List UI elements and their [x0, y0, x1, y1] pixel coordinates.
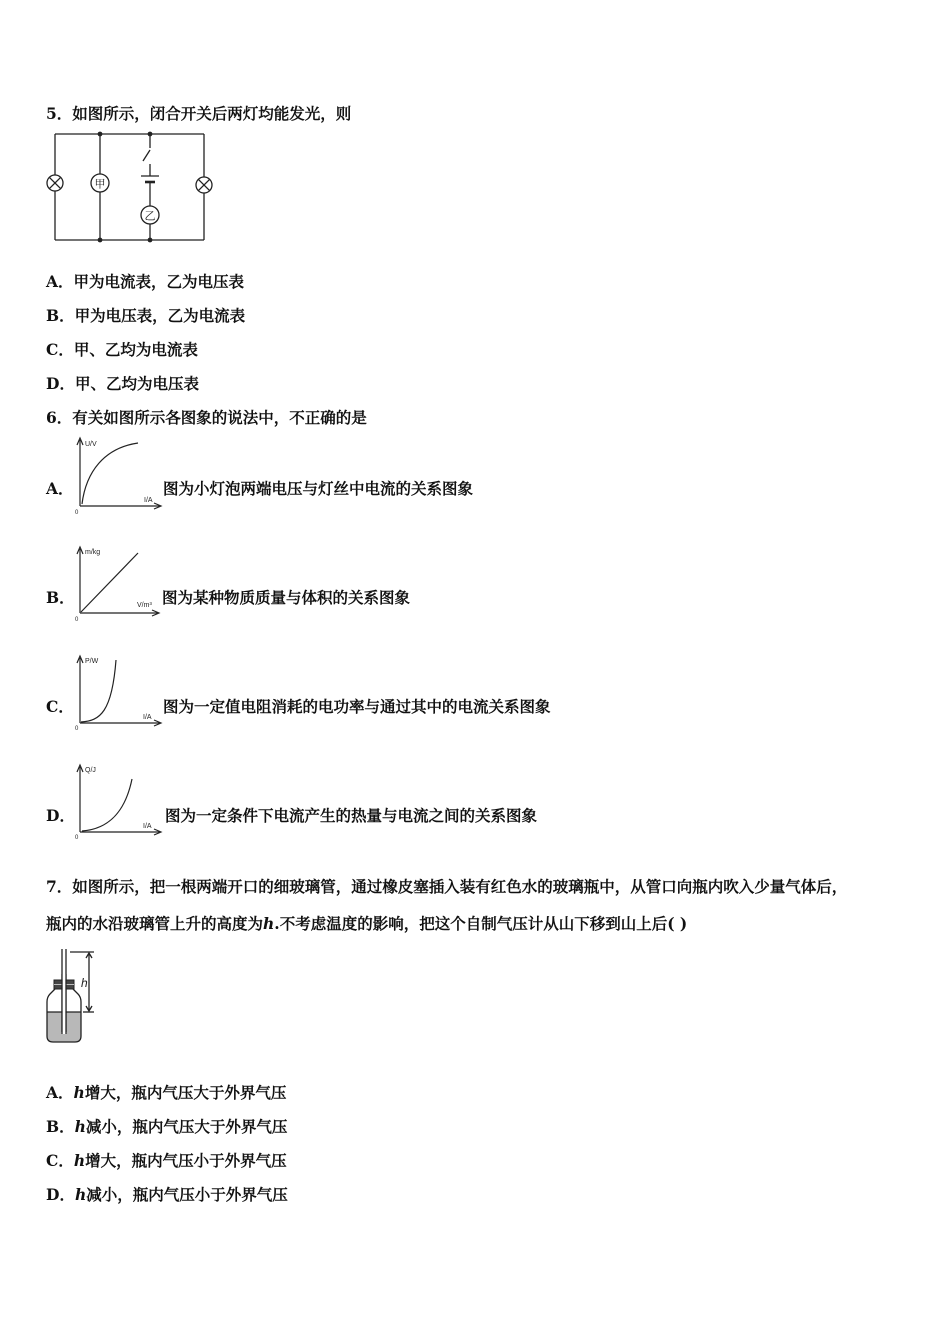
y-axis-label: Q/J: [85, 767, 96, 774]
q6-stem: 6．有关如图所示各图象的说法中，不正确的是: [46, 408, 367, 427]
option-text: 甲、乙均为电流表: [73, 340, 198, 359]
option-text: 增大，瓶内气压大于外界气压: [84, 1083, 287, 1102]
q5-option-b[interactable]: [46, 304, 245, 326]
option-variable: h: [74, 1185, 87, 1204]
q6-option-d-letter[interactable]: D．: [46, 806, 75, 825]
q6-option-a-text: 图为小灯泡两端电压与灯丝中电流的关系图象: [163, 479, 474, 498]
y-axis-label: U/V: [85, 441, 97, 448]
option-text: 减小，瓶内气压小于外界气压: [86, 1185, 288, 1204]
q7-option-b[interactable]: [46, 1115, 287, 1137]
option-text: 甲为电流表，乙为电压表: [73, 272, 245, 291]
q5-option-c[interactable]: [46, 338, 198, 360]
option-variable: h: [73, 1083, 85, 1102]
q6-option-b-letter[interactable]: B．: [46, 588, 75, 607]
q5-option-a[interactable]: [46, 270, 244, 292]
option-variable: h: [73, 1151, 86, 1170]
q7-barometer-bottle-diagram: [40, 944, 110, 1048]
x-axis-label: I/A: [143, 714, 152, 721]
q5-circuit-diagram: [44, 128, 219, 246]
meter-a-label: 甲: [94, 178, 106, 191]
q7-option-d[interactable]: [46, 1183, 288, 1205]
x-axis-label: I/A: [144, 497, 153, 504]
stem-text: 瓶内的水沿玻璃管上升的高度为: [46, 914, 264, 933]
origin-label: 0: [75, 726, 79, 732]
q6-graph-b: [70, 543, 165, 623]
q6-option-c-text: 图为一定值电阻消耗的电功率与通过其中的电流关系图象: [163, 697, 551, 716]
stem-variable-h: h: [263, 914, 275, 933]
q6-graph-c: [70, 652, 165, 732]
option-letter: A．: [46, 1083, 74, 1102]
q7-option-a[interactable]: [46, 1081, 286, 1103]
q7-stem-line2: [46, 912, 687, 934]
q6-option-c-letter[interactable]: C．: [46, 697, 74, 716]
option-text: 增大，瓶内气压小于外界气压: [85, 1151, 287, 1170]
y-axis-label: P/W: [85, 658, 99, 665]
option-letter: B．: [46, 306, 75, 325]
q6-option-d-text: 图为一定条件下电流产生的热量与电流之间的关系图象: [165, 806, 538, 825]
option-letter: D．: [46, 374, 75, 393]
height-label: h: [81, 976, 88, 990]
q7-stem-line1: 7．如图所示，把一根两端开口的细玻璃管，通过橡皮塞插入装有红色水的玻璃瓶中，从管口向瓶内吹入少量气体后，: [46, 877, 848, 896]
q6-graph-d: [70, 761, 165, 841]
option-letter: B．: [46, 1117, 75, 1136]
option-letter: C．: [46, 340, 74, 359]
origin-label: 0: [75, 617, 79, 623]
option-text: 减小，瓶内气压大于外界气压: [85, 1117, 288, 1136]
q7-option-c[interactable]: [46, 1149, 287, 1171]
option-variable: h: [74, 1117, 86, 1136]
option-letter: C．: [46, 1151, 74, 1170]
q5-stem: 5．如图所示，闭合开关后两灯均能发光，则: [46, 104, 352, 123]
meter-b-label: 乙: [144, 210, 156, 223]
x-axis-label: V/m³: [137, 602, 152, 609]
option-text: 甲、乙均为电压表: [74, 374, 199, 393]
q6-option-b-text: 图为某种物质质量与体积的关系图象: [162, 588, 411, 607]
option-letter: D．: [46, 1185, 75, 1204]
x-axis-label: I/A: [143, 823, 152, 830]
origin-label: 0: [75, 835, 79, 841]
q6-option-a-letter[interactable]: A．: [46, 479, 74, 498]
option-letter: A．: [46, 272, 74, 291]
stem-text: .不考虑温度的影响，把这个自制气压计从山下移到山上后( ): [274, 914, 688, 933]
q6-graph-a: [70, 434, 165, 516]
origin-label: 0: [75, 510, 79, 516]
q5-option-d[interactable]: [46, 372, 199, 394]
y-axis-label: m/kg: [85, 549, 101, 556]
option-text: 甲为电压表，乙为电流表: [74, 306, 246, 325]
